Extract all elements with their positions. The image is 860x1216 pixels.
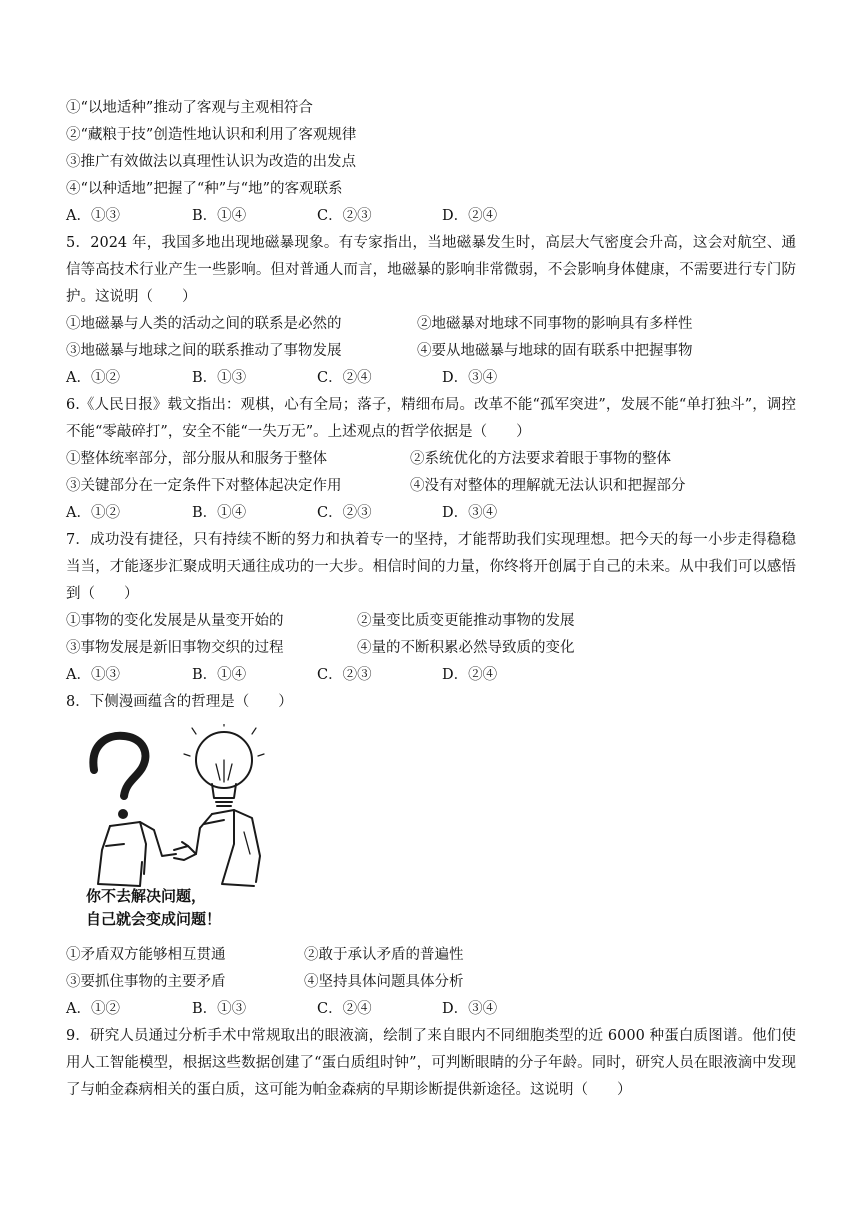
q5-option-d[interactable]: D．③④ <box>442 370 498 386</box>
q7-option-c[interactable]: C．②③ <box>317 667 372 683</box>
q6-option-d[interactable]: D．③④ <box>442 505 498 521</box>
q8-option-c[interactable]: C．②④ <box>317 1001 372 1017</box>
q8-option-a[interactable]: A．①② <box>66 1001 120 1017</box>
q8-items-row-1 <box>66 945 796 965</box>
q8-item-2: ②敢于承认矛盾的普遍性 <box>304 947 464 963</box>
q8-item-1: ①矛盾双方能够相互贯通 <box>66 947 226 963</box>
q4-item-1: ①“以地适种”推动了客观与主观相符合 <box>66 100 313 116</box>
q6-item-1: ①整体统率部分，部分服从和服务于整体 <box>66 451 327 467</box>
q7-item-2: ②量变比质变更能推动事物的发展 <box>357 613 575 629</box>
q7-item-4: ④量的不断积累必然导致质的变化 <box>357 640 575 656</box>
q4-option-d[interactable]: D．②④ <box>442 208 498 224</box>
q6-items-row-1 <box>66 449 796 469</box>
q9-stem: 9．研究人员通过分析手术中常规取出的眼液滴，绘制了来自眼内不同细胞类型的近 6000 种蛋白质图谱。他们使用人工智能模型，根据这些数据创建了“蛋白质组时钟”，可判断眼睛的分子年龄。同时，研究人员在眼液滴中发现了与帕金森病相关的蛋白质，这可能为帕金森病的早期诊断提供新途径。这说明（ ） <box>66 1028 796 1098</box>
q5-item-1: ①地磁暴与人类的活动之间的联系是必然的 <box>66 316 342 332</box>
q6-item-3: ③关键部分在一定条件下对整体起决定作用 <box>66 478 342 494</box>
q5-options <box>66 368 666 388</box>
q7-item-1: ①事物的变化发展是从量变开始的 <box>66 613 284 629</box>
q5-item-3: ③地磁暴与地球之间的联系推动了事物发展 <box>66 343 342 359</box>
q8-option-b[interactable]: B．①③ <box>192 1001 247 1017</box>
q6-option-c[interactable]: C．②③ <box>317 505 372 521</box>
q4-option-b[interactable]: B．①④ <box>192 208 247 224</box>
q6-stem: 6.《人民日报》载文指出：观棋，心有全局；落子，精细布局。改革不能“孤军突进”，发展不能“单打独斗”，调控不能“零敲碎打”，安全不能“一失万无”。上述观点的哲学依据是（ ） <box>66 397 796 440</box>
q8-stem: 8．下侧漫画蕴含的哲理是（ ） <box>66 694 293 710</box>
q7-option-d[interactable]: D．②④ <box>442 667 498 683</box>
q8-option-d[interactable]: D．③④ <box>442 1001 498 1017</box>
q6-items-row-2 <box>66 476 796 496</box>
q7-option-a[interactable]: A．①③ <box>66 667 120 683</box>
q5-option-a[interactable]: A．①② <box>66 370 120 386</box>
q4-item-4: ④“以种适地”把握了“种”与“地”的客观联系 <box>66 181 343 197</box>
q5-option-b[interactable]: B．①③ <box>192 370 247 386</box>
q4-option-c[interactable]: C．②③ <box>317 208 372 224</box>
q5-items-row-1 <box>66 314 796 334</box>
q7-options <box>66 665 666 685</box>
cartoon-image <box>84 724 284 930</box>
q5-items-row-2 <box>66 341 796 361</box>
q6-item-4: ④没有对整体的理解就无法认识和把握部分 <box>410 478 686 494</box>
q7-items-row-2 <box>66 638 796 658</box>
q4-item-3: ③推广有效做法以真理性认识为改造的出发点 <box>66 154 356 170</box>
q6-option-b[interactable]: B．①④ <box>192 505 247 521</box>
q8-item-3: ③要抓住事物的主要矛盾 <box>66 974 226 990</box>
q5-item-4: ④要从地磁暴与地球的固有联系中把握事物 <box>417 343 693 359</box>
q6-item-2: ②系统优化的方法要求着眼于事物的整体 <box>410 451 671 467</box>
q8-items-row-2 <box>66 972 796 992</box>
q4-option-a[interactable]: A．①③ <box>66 208 120 224</box>
q7-option-b[interactable]: B．①④ <box>192 667 247 683</box>
question-mark-head <box>93 736 145 796</box>
q7-stem: 7．成功没有捷径，只有持续不断的努力和执着专一的坚持，才能帮助我们实现理想。把今天的每一小步走得稳稳当当，才能逐步汇聚成明天通往成功的一大步。相信时间的力量，你终将开创属于自己的未来。从中我们可以感悟到（ ） <box>66 532 796 602</box>
q7-items-row-1 <box>66 611 796 631</box>
q7-item-3: ③事物发展是新旧事物交织的过程 <box>66 640 284 656</box>
q5-option-c[interactable]: C．②④ <box>317 370 372 386</box>
q6-options <box>66 503 666 523</box>
cartoon-caption-line-2: 自己就会变成问题！ <box>86 910 222 928</box>
q8-item-4: ④坚持具体问题具体分析 <box>304 974 464 990</box>
cartoon-caption-line-1: 你不去解决问题， <box>86 887 207 905</box>
q5-stem: 5．2024 年，我国多地出现地磁暴现象。有专家指出，当地磁暴发生时，高层大气密度会升高，这会对航空、通信等高技术行业产生一些影响。但对普通人而言，地磁暴的影响非常微弱，不会影响身体健康，不需要进行专门防护。这说明（ ） <box>66 235 796 305</box>
q4-item-2: ②“藏粮于技”创造性地认识和利用了客观规律 <box>66 127 357 143</box>
q5-item-2: ②地磁暴对地球不同事物的影响具有多样性 <box>417 316 693 332</box>
q4-options <box>66 206 666 226</box>
q6-option-a[interactable]: A．①② <box>66 505 120 521</box>
q8-options <box>66 999 666 1019</box>
